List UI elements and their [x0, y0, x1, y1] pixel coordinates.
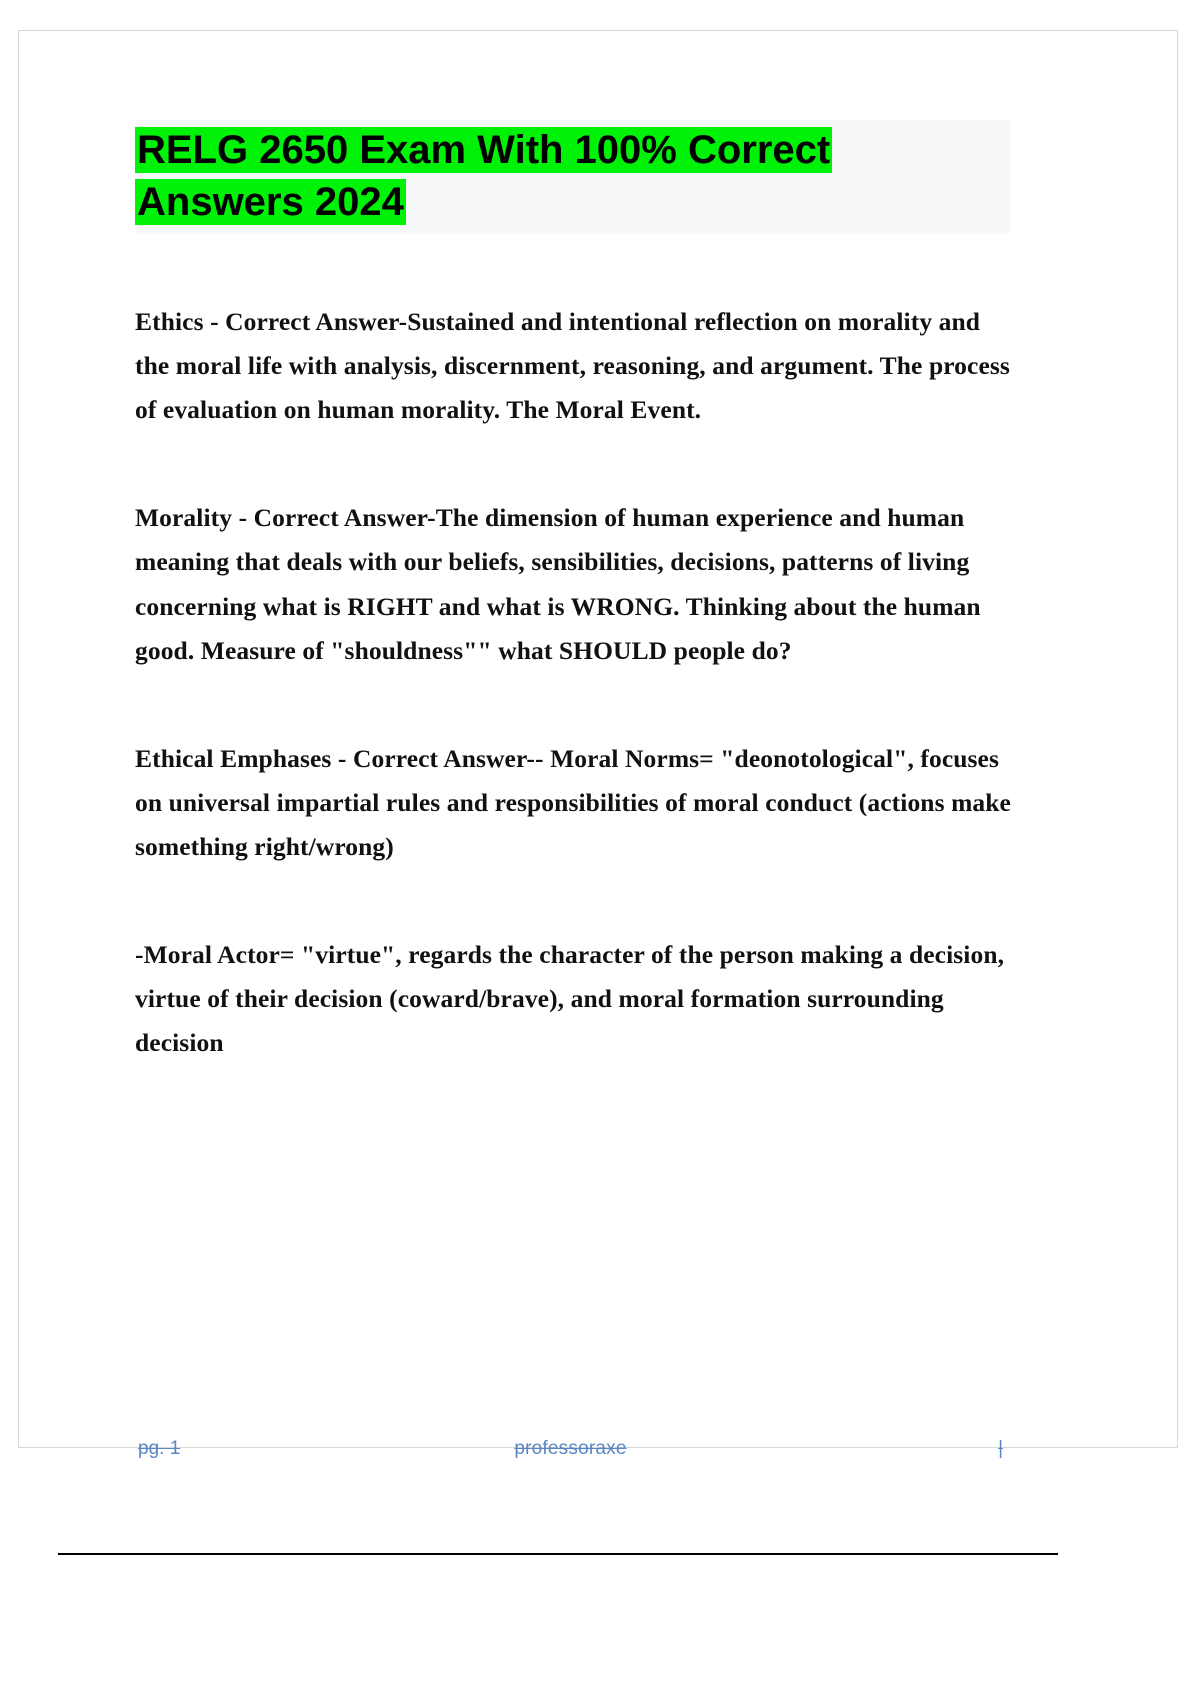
spacer [135, 869, 1025, 933]
definition-paragraph-morality: Morality - Correct Answer-The dimension of human experience and human meaning that deals with our beliefs, sensibilities, decisions, patterns of living concerning what is RIGHT and what is WRONG. Thinking about the human good. Measure of "shouldness"" what SHOULD people do? [135, 503, 981, 665]
title-band [135, 120, 1010, 234]
footer-watermark: professoraxe [514, 1438, 627, 1459]
page-title [135, 120, 1015, 234]
document-content [135, 120, 1025, 1065]
page-footer [58, 1428, 1058, 1470]
spacer [135, 432, 1025, 496]
footer-divider [58, 1553, 1058, 1555]
definition-paragraph-moral-actor: -Moral Actor= "virtue", regards the character of the person making a decision, virtue of their decision (coward/brave), and moral formation surrounding decision [135, 940, 1005, 1058]
definition-paragraph-ethical-emphases: Ethical Emphases - Correct Answer-- Moral Norms= "deonotological", focuses on universal impartial rules and responsibilities of moral conduct (actions make something right/wrong) [135, 743, 1011, 861]
spacer [135, 234, 1025, 300]
spacer [135, 673, 1025, 737]
page-title-line-1: RELG 2650 Exam With 100% Correct [137, 128, 831, 172]
footer-page-number: pg. 1 [138, 1438, 181, 1459]
page-title-line-2: Answers 2024 [137, 180, 404, 224]
definition-paragraph-ethics: Ethics - Correct Answer-Sustained and intentional reflection on morality and the moral life with analysis, discernment, reasoning, and argument. The process of evaluation on human morality. The Moral Event. [135, 307, 1010, 425]
footer-right-mark: | [998, 1438, 1003, 1459]
